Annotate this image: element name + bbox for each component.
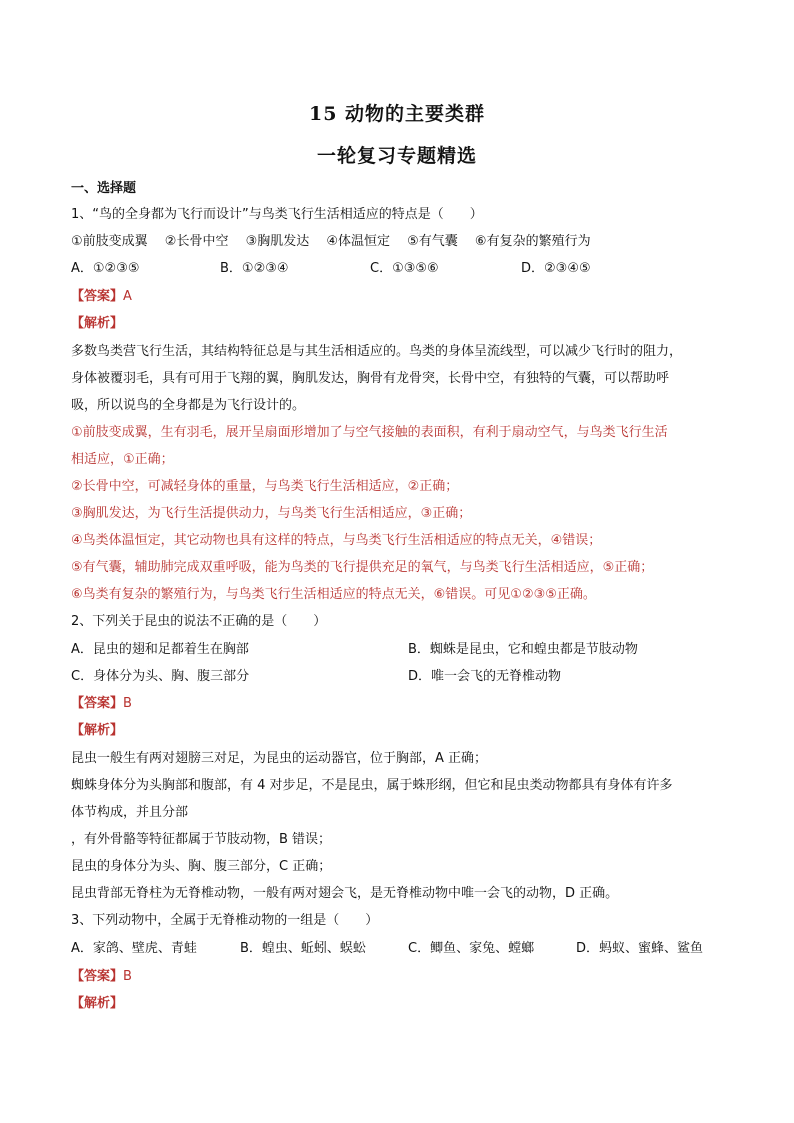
q1-analysis-red-line: ②长骨中空，可减轻身体的重量，与鸟类飞行生活相适应，②正确； [71,479,459,494]
q1-option-d: D．②③④⑤ [521,261,591,276]
q2-analysis-line: 昆虫的身体分为头、胸、腹三部分，C 正确； [71,859,332,874]
q2-stem: 2、下列关于昆虫的说法不正确的是（ ） [71,614,327,629]
q1-analysis-line: 吸，所以说鸟的全身都是为飞行设计的。 [71,398,306,413]
section-heading: 一、选择题 [71,181,137,196]
document-subtitle: 一轮复习专题精选 [316,145,477,167]
q2-analysis-line: 昆虫背部无脊柱为无脊椎动物，一般有两对翅会飞，是无脊椎动物中唯一会飞的动物，D 正确。 [71,886,619,901]
answer-value: B [123,696,132,711]
q1-answer [71,288,132,305]
q1-analysis-red-line: ⑥鸟类有复杂的繁殖行为，与鸟类飞行生活相适应的特点无关，⑥错误。可见①②③⑤正确。 [71,587,596,602]
q2-analysis-tag: 【解析】 [71,723,124,738]
q3-option-c: C．鲫鱼、家兔、螳螂 [408,941,535,956]
answer-tag: 【答案】 [71,969,124,984]
q3-answer [71,968,132,985]
q1-option-c: C．①③⑤⑥ [370,261,439,276]
answer-value: B [123,969,132,984]
q3-stem: 3、下列动物中，全属于无脊椎动物的一组是（ ） [71,913,379,928]
q3-option-a: A．家鸽、壁虎、青蛙 [71,941,197,956]
q2-analysis-line: 蜘蛛身体分为头胸部和腹部，有 4 对步足，不是昆虫，属于蛛形纲，但它和昆虫类动物都具有身体有许多 [71,778,673,793]
q2-analysis-line: 体节构成，并且分部 [71,805,189,820]
q2-option-c: C．身体分为头、胸、腹三部分 [71,669,250,684]
answer-value: A [123,289,132,304]
q2-option-a: A．昆虫的翅和足都着生在胸部 [71,642,249,657]
q1-analysis-red-line: ①前肢变成翼，生有羽毛，展开呈扇面形增加了与空气接触的表面积，有利于扇动空气，与鸟类飞行生活 [71,425,668,440]
q1-analysis-red-line: ⑤有气囊，辅助肺完成双重呼吸，能为鸟类的飞行提供充足的氧气，与鸟类飞行生活相适应，⑤正确； [71,560,654,575]
q2-analysis-line: 昆虫一般生有两对翅膀三对足，为昆虫的运动器官，位于胸部，A 正确； [71,751,488,766]
q1-items: ①前肢变成翼 ②长骨中空 ③胸肌发达 ④体温恒定 ⑤有气囊 ⑥有复杂的繁殖行为 [71,234,591,249]
answer-tag: 【答案】 [71,289,124,304]
q2-analysis-line: ，有外骨骼等特征都属于节肢动物，B 错误； [71,832,332,847]
q2-answer [71,695,132,712]
q1-analysis-red-line: 相适应，①正确； [71,452,174,467]
q1-analysis-red-line: ③胸肌发达，为飞行生活提供动力，与鸟类飞行生活相适应，③正确； [71,506,472,521]
q3-option-b: B．蝗虫、蚯蚓、蜈蚣 [240,941,366,956]
answer-tag: 【答案】 [71,696,124,711]
q1-option-a: A．①②③⑤ [71,261,140,276]
q1-stem: 1、“鸟的全身都为飞行而设计”与鸟类飞行生活相适应的特点是（ ） [71,207,483,222]
q1-analysis-line: 多数鸟类营飞行生活，其结构特征总是与其生活相适应的。鸟类的身体呈流线型，可以减少飞行时的阻力， [71,344,683,359]
q1-analysis-red-line: ④鸟类体温恒定，其它动物也具有这样的特点，与鸟类飞行生活相适应的特点无关，④错误； [71,533,602,548]
q1-option-b: B．①②③④ [220,261,289,276]
q3-analysis-tag: 【解析】 [71,996,124,1011]
document-title: 15 动物的主要类群 [308,103,486,125]
q2-option-b: B．蜘蛛是昆虫，它和蝗虫都是节肢动物 [408,642,638,657]
q3-option-d: D．蚂蚁、蜜蜂、鲨鱼 [576,941,704,956]
q1-analysis-line: 身体被覆羽毛，具有可用于飞翔的翼，胸肌发达，胸骨有龙骨突，长骨中空，有独特的气囊，可以帮助呼 [71,371,670,386]
q1-analysis-tag: 【解析】 [71,316,124,331]
q2-option-d: D．唯一会飞的无脊椎动物 [408,669,562,684]
